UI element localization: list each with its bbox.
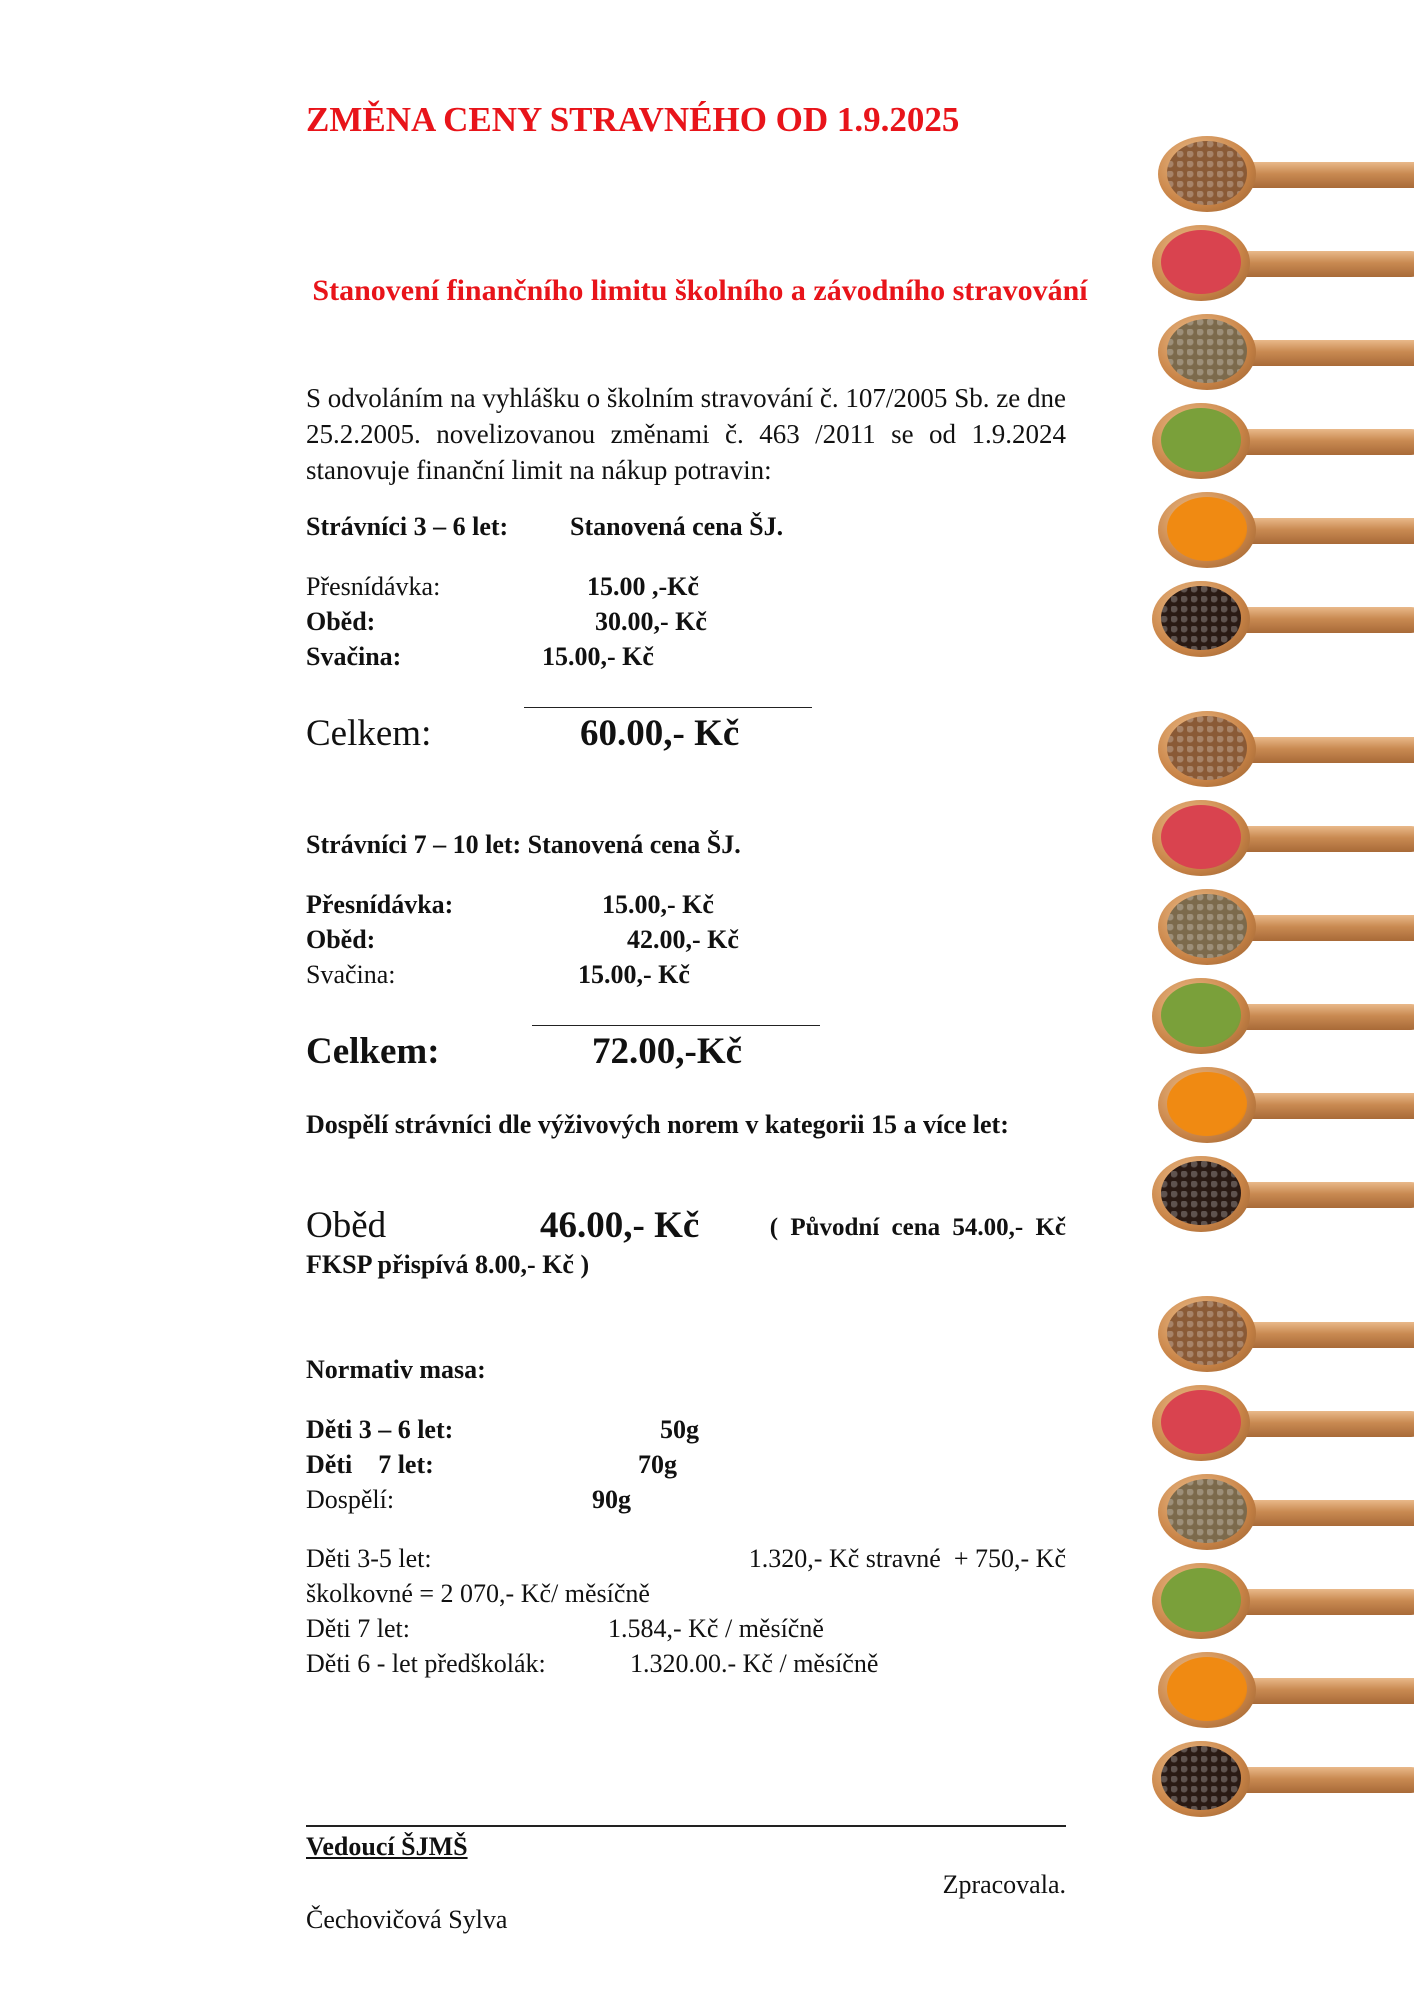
spoon-coriander-seeds-icon — [1150, 705, 1414, 795]
spoon-green-herb-powder-icon — [1144, 972, 1408, 1062]
adults-lunch-value: 46.00,- Kč — [540, 1205, 700, 1246]
group1-total-label: Celkem: — [306, 713, 432, 754]
footer-name: Čechovičová Sylva — [306, 1905, 508, 1934]
intro-paragraph: S odvoláním na vyhlášku o školním stravování č. 107/2005 Sb. ze dne 25.2.2005. novelizovanou změnami č. 463 /2011 se od 1.9.2024 stanovuje finanční limit na nákup potravin: — [306, 383, 1066, 485]
spoon-handle — [1230, 1678, 1414, 1704]
spoon-cumin-seeds-icon — [1150, 1468, 1414, 1558]
spoon-red-powder-icon — [1144, 1379, 1408, 1469]
sum-divider — [524, 707, 812, 708]
spoon-green-herb-powder-icon — [1144, 397, 1408, 487]
black-pepper-fill — [1161, 1161, 1241, 1225]
spoon-handle — [1230, 1322, 1414, 1348]
group1-row-value: 30.00,- Kč — [595, 607, 707, 636]
adults-heading: Dospělí strávníci dle výživových norem v kategorii 15 a více let: — [306, 1110, 1009, 1139]
monthly-row-value: 1.320,- Kč stravné + 750,- Kč — [748, 1544, 1066, 1573]
meat-row-value: 50g — [660, 1415, 699, 1444]
signature-line — [306, 1825, 1066, 1827]
group1-row-value: 15.00 ,-Kč — [587, 572, 699, 601]
spoon-coriander-seeds-icon — [1150, 130, 1414, 220]
spoon-coriander-seeds-icon — [1150, 1290, 1414, 1380]
spoon-handle — [1230, 915, 1414, 941]
group2-row-value: 42.00,- Kč — [627, 925, 739, 954]
spoon-handle — [1224, 1004, 1414, 1030]
cumin-seeds-fill — [1167, 319, 1247, 383]
spoon-handle — [1230, 1500, 1414, 1526]
cumin-seeds-fill — [1167, 1479, 1247, 1543]
black-pepper-fill — [1161, 1746, 1241, 1810]
coriander-seeds-fill — [1167, 1301, 1247, 1365]
spoon-cumin-seeds-icon — [1150, 883, 1414, 973]
spoon-handle — [1224, 251, 1414, 277]
turmeric-powder-fill — [1167, 497, 1247, 561]
red-powder-fill — [1161, 1390, 1241, 1454]
spoon-green-herb-powder-icon — [1144, 1557, 1408, 1647]
monthly-row-continuation: školkovné = 2 070,- Kč/ měsíčně — [306, 1579, 650, 1608]
page-title: ZMĚNA CENY STRAVNÉHO OD 1.9.2025 — [306, 100, 960, 139]
spoon-handle — [1224, 607, 1414, 633]
monthly-row-label: Děti 3-5 let: — [306, 1544, 432, 1573]
group1-heading-note: Stanovená cena ŠJ. — [570, 512, 784, 541]
green-herb-powder-fill — [1161, 983, 1241, 1047]
group2-row-value: 15.00,- Kč — [602, 890, 714, 919]
spoon-red-powder-icon — [1144, 794, 1408, 884]
adults-note-line2: FKSP přispívá 8.00,- Kč ) — [306, 1250, 590, 1279]
spoon-handle — [1230, 518, 1414, 544]
meat-heading: Normativ masa: — [306, 1355, 486, 1384]
spoon-handle — [1224, 1411, 1414, 1437]
spoon-handle — [1230, 340, 1414, 366]
spoon-handle — [1230, 737, 1414, 763]
turmeric-powder-fill — [1167, 1657, 1247, 1721]
red-powder-fill — [1161, 805, 1241, 869]
cumin-seeds-fill — [1167, 894, 1247, 958]
red-powder-fill — [1161, 230, 1241, 294]
group1-row-label: Přesnídávka: — [306, 572, 441, 601]
spoon-turmeric-powder-icon — [1150, 486, 1414, 576]
sum-divider — [532, 1025, 820, 1026]
monthly-row-label: Děti 6 - let předškolák: — [306, 1649, 546, 1678]
spoon-handle — [1230, 1093, 1414, 1119]
meat-row-label: Děti 7 let: — [306, 1450, 434, 1479]
spoon-black-pepper-icon — [1144, 1150, 1408, 1240]
spoon-turmeric-powder-icon — [1150, 1061, 1414, 1151]
green-herb-powder-fill — [1161, 408, 1241, 472]
group2-row-label: Svačina: — [306, 960, 396, 989]
group2-row-label: Přesnídávka: — [306, 890, 454, 919]
coriander-seeds-fill — [1167, 141, 1247, 205]
coriander-seeds-fill — [1167, 716, 1247, 780]
meat-row-value: 90g — [592, 1485, 631, 1514]
group2-total-label: Celkem: — [306, 1031, 440, 1072]
group2-row-value: 15.00,- Kč — [578, 960, 690, 989]
spoon-handle — [1224, 429, 1414, 455]
spoon-handle — [1224, 1182, 1414, 1208]
group1-row-label: Svačina: — [306, 642, 402, 671]
meat-row-value: 70g — [638, 1450, 677, 1479]
adults-note-line1: ( Původní cena 54.00,- Kč — [769, 1214, 1066, 1241]
green-herb-powder-fill — [1161, 1568, 1241, 1632]
spoon-cumin-seeds-icon — [1150, 308, 1414, 398]
spoon-handle — [1224, 1767, 1414, 1793]
group1-heading: Strávníci 3 – 6 let: — [306, 512, 509, 541]
group2-row-label: Oběd: — [306, 925, 376, 954]
spoon-red-powder-icon — [1144, 219, 1408, 309]
monthly-row-value: 1.584,- Kč / měsíčně — [608, 1614, 824, 1643]
footer-prepared: Zpracovala. — [942, 1870, 1066, 1899]
group2-heading: Strávníci 7 – 10 let: Stanovená cena ŠJ. — [306, 830, 741, 859]
group1-total-value: 60.00,- Kč — [580, 713, 740, 754]
spoon-handle — [1224, 1589, 1414, 1615]
meat-row-label: Dospělí: — [306, 1485, 395, 1514]
adults-lunch-label: Oběd — [306, 1205, 387, 1246]
black-pepper-fill — [1161, 586, 1241, 650]
spoon-black-pepper-icon — [1144, 575, 1408, 665]
spoon-handle — [1224, 826, 1414, 852]
page-subtitle: Stanovení finančního limitu školního a závodního stravování — [312, 274, 1088, 307]
footer-role: Vedoucí ŠJMŠ — [306, 1832, 468, 1861]
spoon-turmeric-powder-icon — [1150, 1646, 1414, 1736]
spice-spoons-decoration — [1150, 130, 1414, 1830]
meat-row-label: Děti 3 – 6 let: — [306, 1415, 454, 1444]
group2-total-value: 72.00,-Kč — [592, 1031, 743, 1072]
group1-row-label: Oběd: — [306, 607, 376, 636]
monthly-row-value: 1.320.00.- Kč / měsíčně — [630, 1649, 879, 1678]
spoon-black-pepper-icon — [1144, 1735, 1408, 1825]
spoon-handle — [1230, 162, 1414, 188]
turmeric-powder-fill — [1167, 1072, 1247, 1136]
group1-row-value: 15.00,- Kč — [542, 642, 654, 671]
monthly-row-label: Děti 7 let: — [306, 1614, 410, 1643]
